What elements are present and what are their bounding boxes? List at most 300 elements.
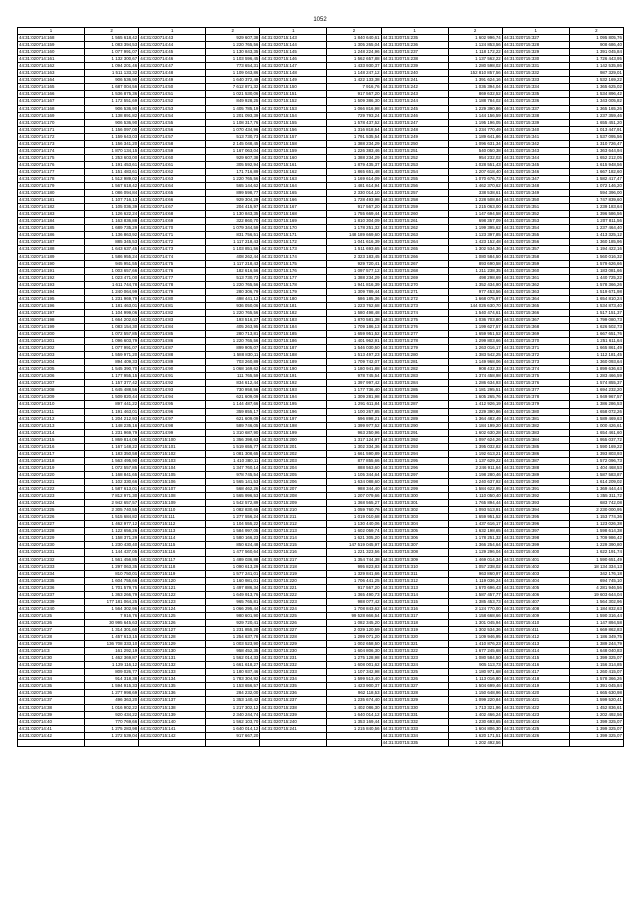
cadastral-number-cell: 44:31:020715:250 <box>381 140 448 147</box>
cadastral-value-cell: 1 399 977,52 <box>327 422 381 429</box>
cadastral-number-cell: 44:31:020715:193 <box>260 387 327 394</box>
cadastral-number-cell: 44:31:020714:49 <box>139 77 206 84</box>
cadastral-number-cell: 44:31:020715:121 <box>139 584 206 591</box>
cadastral-value-cell: 2 145 048,45 <box>206 140 260 147</box>
cadastral-value-cell: 1 457 613,15 <box>85 634 139 641</box>
cadastral-value-cell: 1 132 300,67 <box>85 56 139 63</box>
cadastral-number-cell: 44:31:020714:34 <box>18 676 85 683</box>
cadastral-value-cell: 1 590 651,49 <box>569 556 623 563</box>
cadastral-value-cell: 1 070 676,73 <box>448 175 502 182</box>
cadastral-number-cell: 44:31:020714:205 <box>18 366 85 373</box>
table-row <box>18 338 624 345</box>
cadastral-number-cell: 44:31:020715:299 <box>381 486 448 493</box>
cadastral-number-cell: 44:31:020714:67 <box>139 204 206 211</box>
cadastral-value-cell: 1 147 894,58 <box>569 619 623 626</box>
cadastral-number-cell: 44:31:020714:168 <box>18 105 85 112</box>
cadastral-value-cell: 1 283 466,59 <box>569 373 623 380</box>
cadastral-value-cell: 1 117 218,43 <box>206 260 260 267</box>
cadastral-number-cell: 44:31:020715:163 <box>260 175 327 182</box>
cadastral-number-cell: 44:31:020714:161 <box>18 56 85 63</box>
cadastral-value-cell: 1 562 103,70 <box>206 718 260 725</box>
cadastral-value-cell: 1 497 886,34 <box>206 584 260 591</box>
cadastral-value-cell: 305 592,94 <box>206 161 260 168</box>
cadastral-value-cell: 1 237 464,40 <box>569 225 623 232</box>
cadastral-number-cell: 44:31:020715:217 <box>260 556 327 563</box>
cadastral-value-cell: 1 158 371,29 <box>85 535 139 542</box>
cadastral-value-cell: 1 665 630,98 <box>569 690 623 697</box>
cadastral-value-cell: 1 158 668,66 <box>448 612 502 619</box>
cadastral-value-cell: 2 305 740,55 <box>85 507 139 514</box>
table-row <box>18 521 624 528</box>
cadastral-value-cell: 1 277 998,69 <box>85 690 139 697</box>
cadastral-number-cell: 44:31:020715:268 <box>381 267 448 274</box>
cadastral-value-cell: 1 123 026,38 <box>569 521 623 528</box>
cadastral-value-cell: 1 096 631,34 <box>448 140 502 147</box>
cadastral-value-cell: 1 640 372,49 <box>206 77 260 84</box>
cadastral-number-cell: 44:31:020715:317 <box>381 612 448 619</box>
cadastral-value-cell: 1 949 967,57 <box>569 394 623 401</box>
cadastral-number-cell: 44:31:020715:373 <box>502 359 569 366</box>
cadastral-value-cell: 1 567 618,42 <box>85 183 139 190</box>
cadastral-value-cell: 894 409,33 <box>85 359 139 366</box>
cadastral-number-cell: 44:31:020715:127 <box>139 626 206 633</box>
cadastral-value-cell: 1 869 814,08 <box>85 436 139 443</box>
cadastral-number-cell: 44:31:020714:38 <box>18 704 85 711</box>
cadastral-value-cell: 1 184 199,20 <box>448 422 502 429</box>
column-header: 2 <box>448 28 502 35</box>
cadastral-number-cell: 44:31:020715:345 <box>502 161 569 168</box>
cadastral-value-cell: 496 363,20 <box>85 697 139 704</box>
cadastral-value-cell: 1 297 063,35 <box>85 563 139 570</box>
cadastral-number-cell: 44:31:020715:242 <box>381 84 448 91</box>
table-row <box>18 190 624 197</box>
cadastral-value-cell: 1 167 148,22 <box>85 443 139 450</box>
table-row <box>18 429 624 436</box>
cadastral-value-cell: 1 168 841,65 <box>85 471 139 478</box>
cadastral-value-cell: 929 607,38 <box>206 154 260 161</box>
cadastral-number-cell: 44:31:020715:301 <box>381 500 448 507</box>
table-row <box>18 35 624 42</box>
cadastral-number-cell: 44:31:020715:352 <box>502 211 569 218</box>
cadastral-value-cell: 1 899 636,63 <box>569 366 623 373</box>
cadastral-number-cell: 44:31:020715:106 <box>139 479 206 486</box>
cadastral-value-cell: 1 489 036,88 <box>206 556 260 563</box>
cadastral-number-cell: 44:31:020715:150 <box>260 84 327 91</box>
cadastral-value-cell: 1 220 765,56 <box>206 175 260 182</box>
cadastral-value-cell: 1 117 218,43 <box>206 239 260 246</box>
cadastral-number-cell: 44:31:020715:378 <box>502 394 569 401</box>
cadastral-value-cell: 408 262,44 <box>206 253 260 260</box>
cadastral-number-cell: 44:31:020714:197 <box>18 309 85 316</box>
cadastral-value-cell: 4 281 946,56 <box>569 584 623 591</box>
cadastral-number-cell: 44:31:020715:102 <box>139 450 206 457</box>
cadastral-value-cell: 1 604 806,30 <box>327 648 381 655</box>
cadastral-number-cell: 44:31:020715:272 <box>381 295 448 302</box>
cadastral-number-cell: 44:31:020714:42 <box>18 732 85 739</box>
cadastral-value-cell: 1 783 304,92 <box>206 676 260 683</box>
cadastral-number-cell: 44:31:020715:324 <box>381 662 448 669</box>
cadastral-value-cell: 1 648 040,83 <box>569 648 623 655</box>
cadastral-number-cell: 44:31:020715:197 <box>260 415 327 422</box>
cadastral-number-cell: 44:31:020715:215 <box>260 542 327 549</box>
cadastral-number-cell: 44:31:020714:207 <box>18 380 85 387</box>
cadastral-number-cell: 44:31:020714:61 <box>139 161 206 168</box>
table-row <box>18 739 624 746</box>
cadastral-value-cell: 963 860,97 <box>448 570 502 577</box>
cadastral-value-cell: 1 109 043,86 <box>206 70 260 77</box>
cadastral-value-cell: 1 388 234,29 <box>327 140 381 147</box>
cadastral-value-cell: 1 180 937,46 <box>206 669 260 676</box>
cadastral-number-cell: 44:31:020715:213 <box>260 528 327 535</box>
cadastral-value-cell: 1 080 584,50 <box>448 253 502 260</box>
cadastral-number-cell: 44:31:020714:30 <box>18 655 85 662</box>
cadastral-number-cell: 44:31:020714:76 <box>139 267 206 274</box>
cadastral-number-cell: 44:31:020714:206 <box>18 373 85 380</box>
cadastral-number-cell: 44:31:020715:133 <box>139 669 206 676</box>
cadastral-value-cell: 1 150 648,96 <box>448 690 502 697</box>
cadastral-number-cell: 44:31:020715:333 <box>502 77 569 84</box>
cadastral-number-cell: 44:31:020715:257 <box>381 190 448 197</box>
cadastral-value-cell: 1 399 325,07 <box>569 725 623 732</box>
cadastral-number-cell: 44:31:020714:233 <box>18 563 85 570</box>
cadastral-number-cell: 44:31:020714:78 <box>139 281 206 288</box>
cadastral-number-cell: 44:31:020715:116 <box>139 549 206 556</box>
column-header: 1 <box>502 28 569 35</box>
cadastral-number-cell: 44:31:020714:48 <box>139 70 206 77</box>
cadastral-number-cell: 44:31:020714:62 <box>139 168 206 175</box>
cadastral-value-cell: 1 107 716,13 <box>85 197 139 204</box>
cadastral-number-cell: 44:31:020715:395 <box>502 514 569 521</box>
cadastral-number-cell: 44:31:020714:39 <box>18 711 85 718</box>
cadastral-value-cell: 1 253 603,00 <box>85 154 139 161</box>
cadastral-number-cell: 44:31:020715:340 <box>502 126 569 133</box>
cadastral-number-cell: 44:31:020714:45 <box>139 49 206 56</box>
table-row <box>18 556 624 563</box>
cadastral-number-cell: 44:31:020714:184 <box>18 218 85 225</box>
cadastral-value-cell: 1 181 463,01 <box>85 302 139 309</box>
cadastral-value-cell: 1 138 891,82 <box>85 112 139 119</box>
cadastral-value-cell: 1 057 238,02 <box>448 563 502 570</box>
cadastral-value-cell: 1 562 014,33 <box>206 655 260 662</box>
cadastral-value-cell: 1 577 241,01 <box>206 570 260 577</box>
cadastral-number-cell: 44:31:020714:79 <box>139 288 206 295</box>
cadastral-value-cell: 897 441,22 <box>85 401 139 408</box>
cadastral-value-cell: 1 103 596,45 <box>206 56 260 63</box>
cadastral-value-cell: 1 178 251,32 <box>448 535 502 542</box>
cadastral-value-cell: 1 386 286,53 <box>569 401 623 408</box>
cadastral-value-cell: 1 231 969,79 <box>85 429 139 436</box>
cadastral-value-cell: 1 360 093,64 <box>569 359 623 366</box>
cadastral-value-cell: 1 103 851,56 <box>206 246 260 253</box>
cadastral-number-cell: 44:31:020715:244 <box>381 98 448 105</box>
cadastral-value-cell: 1 137 629,22 <box>448 457 502 464</box>
cadastral-value-cell: 1 399 325,07 <box>569 718 623 725</box>
cadastral-value-cell: 1 316 818,54 <box>327 126 381 133</box>
cadastral-value-cell: 1 099 220,84 <box>448 697 502 704</box>
cadastral-value-cell: 338 538,61 <box>448 190 502 197</box>
cadastral-number-cell: 44:31:020715:406 <box>502 591 569 598</box>
table-row <box>18 119 624 126</box>
cadastral-value-cell: 1 183 350,58 <box>85 450 139 457</box>
table-row <box>18 605 624 612</box>
cadastral-value-cell: 1 129 116,12 <box>85 662 139 669</box>
cadastral-number-cell: 44:31:020714:83 <box>139 316 206 323</box>
cadastral-number-cell: 44:31:020714:178 <box>18 175 85 182</box>
cadastral-number-cell: 44:31:020715:125 <box>139 612 206 619</box>
cadastral-value-cell: 1 239 183,64 <box>569 204 623 211</box>
cadastral-value-cell: 1 363 266,79 <box>85 591 139 598</box>
cadastral-number-cell: 44:31:020715:270 <box>381 281 448 288</box>
table-row <box>18 133 624 140</box>
cadastral-value-cell: 1 000 426,61 <box>569 422 623 429</box>
cadastral-value-cell: 1 220 765,56 <box>206 42 260 49</box>
cadastral-number-cell: 44:31:020715:330 <box>502 56 569 63</box>
cadastral-value-cell: 1 537 095,56 <box>569 133 623 140</box>
cadastral-value-cell: 962 118,53 <box>327 690 381 697</box>
cadastral-number-cell: 44:31:020714:172 <box>18 133 85 140</box>
cadastral-value-cell: 1 149 968,06 <box>448 359 502 366</box>
cadastral-value-cell: 1 667 182,60 <box>569 168 623 175</box>
cadastral-number-cell: 44:31:020714:199 <box>18 323 85 330</box>
cadastral-value-cell: 1 147 694,58 <box>448 211 502 218</box>
cadastral-number-cell: 44:31:020714:174 <box>18 147 85 154</box>
cadastral-number-cell: 44:31:020715:237 <box>260 697 327 704</box>
cadastral-number-cell: 44:31:020715:355 <box>502 232 569 239</box>
cadastral-number-cell: 44:31:020715:134 <box>139 676 206 683</box>
cadastral-number-cell: 44:31:020715:337 <box>502 105 569 112</box>
page-number: 1052 <box>313 17 327 23</box>
cadastral-value-cell: 1 810 304,09 <box>327 218 381 225</box>
cadastral-value-cell: 1 396 586,56 <box>569 211 623 218</box>
cadastral-value-cell: 1 310 687,90 <box>206 429 260 436</box>
cadastral-number-cell: 44:31:020715:390 <box>502 479 569 486</box>
cadastral-value-cell: 1 755 669,44 <box>327 211 381 218</box>
table-row <box>18 366 624 373</box>
cadastral-value-cell: 1 080 584,50 <box>448 655 502 662</box>
cadastral-number-cell: 44:31:020715:420 <box>502 690 569 697</box>
cadastral-value-cell: 1 870 581,38 <box>327 316 381 323</box>
cadastral-value-cell: 1 578 366,26 <box>569 281 623 288</box>
cadastral-number-cell: 44:31:020715:421 <box>502 697 569 704</box>
cadastral-value-cell: 1 169 614,09 <box>327 175 381 182</box>
cadastral-value-cell: 498 441,12 <box>206 295 260 302</box>
cadastral-number-cell: 44:31:020715:348 <box>502 183 569 190</box>
cadastral-value-cell: 1 582 417,47 <box>569 175 623 182</box>
table-row <box>18 641 624 648</box>
cadastral-value-cell: 1 229 390,86 <box>448 408 502 415</box>
cadastral-value-cell: 1 587 613,01 <box>85 486 139 493</box>
cadastral-value-cell: 1 410 380,11 <box>206 457 260 464</box>
cadastral-number-cell: 44:31:020715:232 <box>260 662 327 669</box>
cadastral-value-cell: 1 096 603,79 <box>85 338 139 345</box>
cadastral-value-cell: 1 240 637,92 <box>448 479 502 486</box>
cadastral-number-cell: 44:31:020715:332 <box>502 70 569 77</box>
cadastral-value-cell: 1 299 803,66 <box>448 338 502 345</box>
cadastral-number-cell: 44:31:020715:117 <box>139 556 206 563</box>
cadastral-number-cell: 44:31:020715:130 <box>139 648 206 655</box>
cadastral-value-cell: 1 207 618,40 <box>448 168 502 175</box>
table-row <box>18 634 624 641</box>
cadastral-value-cell: 1 317 124,97 <box>327 436 381 443</box>
cadastral-value-cell: 730 958,56 <box>206 387 260 394</box>
table-row <box>18 274 624 281</box>
cadastral-value-cell: 1 615 948,56 <box>569 161 623 168</box>
cadastral-number-cell: 44:31:020715:330 <box>381 704 448 711</box>
cadastral-number-cell: 44:31:020715:107 <box>139 486 206 493</box>
cadastral-number-cell: 44:31:020715:412 <box>502 634 569 641</box>
cadastral-value-cell: 1 189 641,86 <box>448 133 502 140</box>
table-row <box>18 486 624 493</box>
cadastral-value-cell: 810 750,01 <box>85 570 139 577</box>
cadastral-value-cell: 280 713,81 <box>206 331 260 338</box>
cadastral-value-cell: 1 565 996,53 <box>206 493 260 500</box>
cadastral-number-cell: 44:31:020715:407 <box>502 598 569 605</box>
cadastral-number-cell: 44:31:020715:147 <box>260 63 327 70</box>
cadastral-value-cell: 1 329 841,66 <box>327 570 381 577</box>
cadastral-number-cell: 44:31:020715:165 <box>260 190 327 197</box>
cadastral-number-cell: 44:31:020714:188 <box>18 246 85 253</box>
cadastral-value-cell: 1 148 235,16 <box>85 422 139 429</box>
cadastral-value-cell: 698 357,09 <box>448 218 502 225</box>
cadastral-value-table <box>17 27 624 747</box>
table-row <box>18 711 624 718</box>
column-header: 1 <box>139 28 206 35</box>
cadastral-number-cell: 44:31:020715:252 <box>381 154 448 161</box>
cadastral-value-cell: 1 634 088,60 <box>327 479 381 486</box>
cadastral-value-cell: 917 567,20 <box>327 91 381 98</box>
table-row <box>18 161 624 168</box>
cadastral-value-cell: 1 519 655,77 <box>206 443 260 450</box>
cadastral-value-cell: 1 689 735,29 <box>85 225 139 232</box>
cadastral-number-cell: 44:31:020715:173 <box>260 246 327 253</box>
cadastral-value-cell: 694 745,10 <box>569 577 623 584</box>
cadastral-value-cell: 1 565 618,42 <box>85 35 139 42</box>
cadastral-number-cell: 44:31:020714:29 <box>18 641 85 648</box>
cadastral-value-cell: 1 565 141,53 <box>206 479 260 486</box>
cadastral-value-cell: 1 645 488,56 <box>85 387 139 394</box>
cadastral-number-cell: 44:31:020715:256 <box>381 183 448 190</box>
cadastral-value-cell: 1 594 915,33 <box>85 683 139 690</box>
cadastral-value-cell: 888 563,60 <box>327 464 381 471</box>
cadastral-value-cell: 1 389 244,79 <box>569 641 623 648</box>
table-row <box>18 183 624 190</box>
cadastral-value-cell: 1 694 232,20 <box>569 387 623 394</box>
cadastral-value-cell: 1 388 234,29 <box>327 154 381 161</box>
cadastral-number-cell: 44:31:020715:423 <box>502 711 569 718</box>
cadastral-number-cell: 44:31:020715:156 <box>260 126 327 133</box>
table-row <box>18 549 624 556</box>
cadastral-value-cell: 2 029 120,59 <box>327 626 381 633</box>
cadastral-number-cell: 44:31:020714:237 <box>18 591 85 598</box>
cadastral-number-cell: 44:31:020714:170 <box>18 119 85 126</box>
cadastral-number-cell: 44:31:020715:140 <box>139 718 206 725</box>
cadastral-value-cell: 1 365 165,26 <box>569 105 623 112</box>
cadastral-value-cell: 1 309 789,44 <box>327 288 381 295</box>
cadastral-value-cell: 19 603 644,04 <box>569 591 623 598</box>
cadastral-value-cell: 1 402 086,30 <box>327 704 381 711</box>
cadastral-number-cell: 44:31:020714:168 <box>18 35 85 42</box>
cadastral-value-cell: 1 302 534,36 <box>448 626 502 633</box>
cadastral-number-cell: 44:31:020714:180 <box>18 190 85 197</box>
cadastral-number-cell: 44:31:020715:293 <box>381 443 448 450</box>
cadastral-value-cell: 1 667 651,76 <box>569 331 623 338</box>
cadastral-value-cell: 2 340 244,74 <box>206 711 260 718</box>
cadastral-number-cell: 44:31:020715:167 <box>260 204 327 211</box>
cadastral-number-cell: 44:31:020715:230 <box>260 648 327 655</box>
table-row <box>18 253 624 260</box>
cadastral-number-cell: 44:31:020715:199 <box>260 429 327 436</box>
cadastral-value-cell: 1 687 004,56 <box>85 84 139 91</box>
table-row <box>18 77 624 84</box>
table-row <box>18 591 624 598</box>
cadastral-number-cell: 44:31:020714:91 <box>139 373 206 380</box>
cadastral-number-cell: 44:31:020715:319 <box>381 626 448 633</box>
cadastral-number-cell: 44:31:020715:143 <box>260 35 327 42</box>
cadastral-number-cell: 44:31:020715:239 <box>381 63 448 70</box>
cadastral-value-cell: 1 148 247,12 <box>327 70 381 77</box>
cadastral-number-cell: 44:31:020714:82 <box>139 309 206 316</box>
cadastral-value-cell: 929 607,38 <box>206 35 260 42</box>
cadastral-value-cell: 2 942 657,57 <box>85 500 139 507</box>
cadastral-number-cell: 44:31:020714:221 <box>18 479 85 486</box>
table-row <box>18 436 624 443</box>
cadastral-number-cell: 44:31:020714:36 <box>18 690 85 697</box>
table-row <box>18 323 624 330</box>
cadastral-number-cell: 44:31:020715:269 <box>381 274 448 281</box>
cadastral-value-cell: 1 072 557,85 <box>85 464 139 471</box>
cadastral-number-cell: 44:31:020715:207 <box>260 486 327 493</box>
cadastral-value-cell: 906 536,90 <box>85 119 139 126</box>
cadastral-number-cell: 44:31:020715:334 <box>381 732 448 739</box>
cadastral-number-cell: 44:31:020715:288 <box>381 408 448 415</box>
cadastral-value-cell: 177 181 064,25 <box>85 598 139 605</box>
cadastral-number-cell: 44:31:020714:169 <box>18 112 85 119</box>
cadastral-number-cell: 44:31:020715:137 <box>139 697 206 704</box>
cadastral-value-cell: 204 415,97 <box>206 204 260 211</box>
cadastral-value-cell: 1 579 626,66 <box>569 260 623 267</box>
cadastral-value-cell: 908 432,33 <box>448 366 502 373</box>
cadastral-number-cell: 44:31:020714:192 <box>18 274 85 281</box>
cadastral-value-cell: 1 188 784,02 <box>448 98 502 105</box>
cadastral-number-cell: 44:31:020714:234 <box>18 570 85 577</box>
cadastral-number-cell: 44:31:020715:295 <box>381 457 448 464</box>
cadastral-value-cell: 1 677 245,68 <box>448 648 502 655</box>
table-row <box>18 246 624 253</box>
cadastral-number-cell: 44:31:020715:391 <box>502 486 569 493</box>
cadastral-number-cell: 44:31:020714:3 <box>18 648 85 655</box>
cadastral-value-cell: 908 686,40 <box>569 42 623 49</box>
cadastral-number-cell: 44:31:020715:180 <box>260 295 327 302</box>
cadastral-value-cell <box>327 739 381 746</box>
cadastral-number-cell: 44:31:020715:376 <box>502 380 569 387</box>
cadastral-number-cell: 44:31:020715:306 <box>381 535 448 542</box>
cadastral-number-cell: 44:31:020715:151 <box>260 91 327 98</box>
cadastral-number-cell: 44:31:020715:328 <box>502 42 569 49</box>
cadastral-number-cell: 44:31:020715:346 <box>502 168 569 175</box>
cadastral-number-cell: 44:31:020715:221 <box>260 584 327 591</box>
cadastral-number-cell: 44:31:020714:239 <box>18 598 85 605</box>
cadastral-number-cell: 44:31:020715:186 <box>260 338 327 345</box>
cadastral-number-cell: 44:31:020714:57 <box>139 133 206 140</box>
cadastral-value-cell: 1 611 744,78 <box>85 281 139 288</box>
cadastral-value-cell: 1 598 614,38 <box>569 528 623 535</box>
cadastral-value-cell: 1 713 321,96 <box>448 704 502 711</box>
cadastral-number-cell: 44:31:020714:53 <box>139 105 206 112</box>
cadastral-value-cell: 1 220 765,56 <box>206 309 260 316</box>
cadastral-value-cell: 1 765 894,44 <box>448 500 502 507</box>
table-row <box>18 387 624 394</box>
cadastral-number-cell: 44:31:020714:43 <box>139 35 206 42</box>
